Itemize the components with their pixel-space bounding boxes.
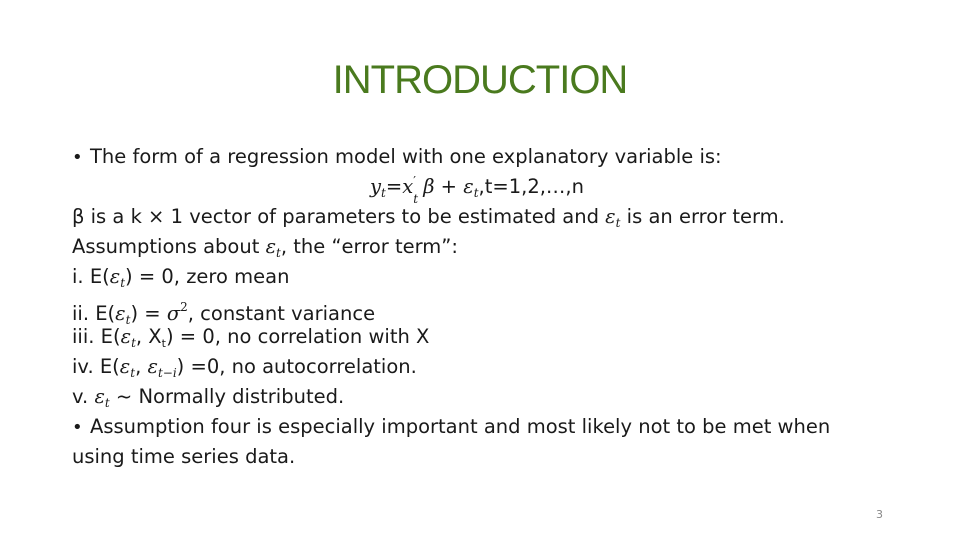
bullet-item-2 <box>72 412 830 443</box>
iv-comma: , <box>135 355 148 378</box>
assump-text-a: Assumptions about <box>72 235 266 258</box>
iii-text-a: iii. E( <box>72 325 121 348</box>
iv-text-b: ) =0, no autocorrelation. <box>176 355 417 378</box>
eq-x-sup: ′ <box>413 173 416 188</box>
i-epsilon-sub: t <box>120 276 126 290</box>
eq-beta: β <box>423 175 435 198</box>
i-text-b: ) = 0, zero mean <box>125 265 290 288</box>
beta-text-b: is an error term. <box>620 205 785 228</box>
eq-epsilon: ε <box>463 175 474 198</box>
ii-sigma-sup: 2 <box>180 300 188 314</box>
bullet2-text-line1: Assumption four is especially important and most likely not to be met when <box>90 415 831 438</box>
eq-x: x <box>402 175 414 198</box>
iii-x-sub: t <box>161 337 166 350</box>
slide-title: INTRODUCTION <box>332 58 628 102</box>
ii-text-a: ii. E( <box>72 302 116 325</box>
iii-epsilon-sub: t <box>131 336 136 350</box>
i-text-a: i. E( <box>72 265 110 288</box>
v-epsilon: ε <box>94 385 105 408</box>
iv-epsilon-2-sub: t−i <box>157 366 177 380</box>
iv-epsilon-2: ε <box>147 355 158 378</box>
bullet-icon: • <box>72 417 83 438</box>
bullet-item-2-cont <box>72 442 295 472</box>
assump-epsilon: ε <box>265 235 277 258</box>
bullet-icon: • <box>72 147 83 168</box>
iv-text-a: iv. E( <box>72 355 120 378</box>
assump-epsilon-sub: t <box>276 246 281 260</box>
ii-epsilon-sub: t <box>125 313 131 327</box>
v-epsilon-sub: t <box>104 396 110 410</box>
eq-x-scripts <box>413 173 423 206</box>
assump-text-b: , the “error term”: <box>280 235 458 258</box>
iii-text-b: , X <box>135 325 162 348</box>
iii-epsilon: ε <box>120 325 132 348</box>
iii-text-c: ) = 0, no correlation with X <box>165 325 430 348</box>
eq-y-sub: t <box>381 186 386 200</box>
beta-epsilon: ε <box>605 205 616 228</box>
bullet-text: The form of a regression model with one explanatory variable is: <box>90 145 722 168</box>
eq-x-sub: t <box>413 191 419 206</box>
beta-epsilon-sub: t <box>615 216 621 230</box>
eq-equals: = <box>385 175 403 198</box>
eq-plus: + <box>434 175 464 198</box>
ii-text-c: , constant variance <box>187 302 376 325</box>
iv-epsilon-1: ε <box>119 355 131 378</box>
ii-text-b: ) = <box>130 302 167 325</box>
v-text-a: v. <box>72 385 95 408</box>
v-text-b: ~ Normally distributed. <box>109 385 345 408</box>
eq-tail: ,t=1,2,…,n <box>478 175 584 198</box>
i-epsilon: ε <box>109 265 121 288</box>
beta-text-a: β is a k × 1 vector of parameters to be estimated and <box>72 205 606 228</box>
page-number: 3 <box>876 508 883 521</box>
eq-y: y <box>370 175 382 198</box>
bullet-item-1 <box>72 142 722 173</box>
bullet2-text-line2: using time series data. <box>72 445 296 468</box>
eq-epsilon-sub: t <box>473 186 479 200</box>
ii-epsilon: ε <box>115 302 126 325</box>
ii-sigma: σ <box>166 302 181 325</box>
iv-epsilon-1-sub: t <box>130 366 136 380</box>
